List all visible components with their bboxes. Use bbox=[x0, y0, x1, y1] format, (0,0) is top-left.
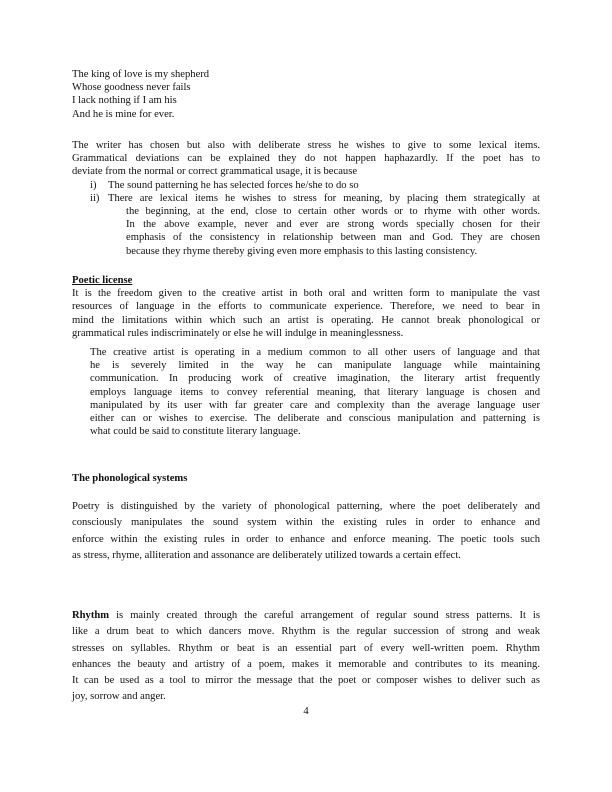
paragraph-line: manipulated by its user with far greater care and complexity than the average language user bbox=[90, 399, 540, 411]
paragraph-line: Poetry is distinguished by the variety of phonological patterning, where the poet deliberately and bbox=[72, 501, 540, 512]
rhythm-paragraph bbox=[72, 608, 540, 706]
section-heading: Poetic license bbox=[72, 275, 133, 286]
paragraph-line: enforce within the existing rules in order to enhance and enforce meaning. The poetic tools such bbox=[72, 533, 540, 545]
paragraph-line: joy, sorrow and anger. bbox=[72, 691, 166, 703]
paragraph-line: The writer has chosen but also with deliberate stress he wishes to give to some lexical items. bbox=[72, 140, 540, 151]
poem-line: I lack nothing if I am his bbox=[72, 95, 177, 107]
phonological-systems-heading-block bbox=[72, 472, 540, 485]
paragraph-line: enhances the beauty and artistry of a poem, makes it memorable and contributes to its meaning. bbox=[72, 658, 540, 670]
paragraph-line: what could be said to constitute literary language. bbox=[90, 426, 301, 438]
paragraph-line: mind the limitations within which such an artist is operating. He cannot break phonological or bbox=[72, 314, 540, 326]
list-item-text: The sound patterning he has selected forces he/she to do so bbox=[108, 179, 359, 191]
rhythm-first-line: is mainly created through the careful arrangement of regular sound stress patterns. It is bbox=[109, 610, 540, 621]
poem-line: Whose goodness never fails bbox=[72, 82, 191, 94]
paragraph-line: employs language items to convey referential meaning, that literary language is chosen and bbox=[90, 386, 540, 398]
paragraph-line: he is severely limited in the way he can manipulate language while maintaining bbox=[90, 360, 540, 372]
paragraph-line: as stress, rhyme, alliteration and assonance are deliberately utilized towards a certain effect. bbox=[72, 549, 461, 561]
list-item-text: There are lexical items he wishes to stress for meaning, by placing them strategically at bbox=[108, 192, 540, 204]
paragraph-line: The creative artist is operating in a medium common to all other users of language and that bbox=[90, 347, 540, 358]
phonological-systems-paragraph bbox=[72, 499, 540, 564]
poem-line: And he is mine for ever. bbox=[72, 108, 175, 120]
paragraph-line: deviate from the normal or correct grammatical usage, it is because bbox=[72, 166, 358, 178]
paragraph-line: Grammatical deviations can be explained they do not happen haphazardly. If the poet has to bbox=[72, 153, 540, 165]
paragraph-line: stresses on syllables. Rhythm or beat is an essential part of every well-written poem. Rhythm bbox=[72, 642, 540, 654]
poem-stanza bbox=[72, 68, 540, 121]
indented-paragraph bbox=[90, 346, 540, 438]
paragraph-line: like a drum beat to which dancers move. Rhythm is the regular succession of strong and weak bbox=[72, 626, 540, 638]
list-item-text: because they rhyme thereby giving even more emphasis to this lasting consistency. bbox=[126, 245, 478, 257]
poetic-license-section bbox=[72, 274, 540, 340]
paragraph-line: consciously manipulates the sound system within the existing rules in order to enhance and bbox=[72, 517, 540, 529]
paragraph-line: either can or wishes to exercise. The deliberate and conscious manipulation and patterning is bbox=[90, 413, 540, 425]
list-item-i bbox=[90, 179, 540, 192]
list-item-text: In the above example, never and ever are strong words specially chosen for their bbox=[126, 219, 540, 231]
page-number: 4 bbox=[303, 706, 309, 717]
rhythm-term: Rhythm bbox=[72, 610, 110, 621]
section-heading: The phonological systems bbox=[72, 473, 188, 484]
paragraph-line: resources of language in the efforts to communicate experience. Therefore, we need to bear in bbox=[72, 301, 540, 313]
paragraph-line: grammatical rules indiscriminately or else he will indulge in meaninglessness. bbox=[72, 327, 404, 339]
list-item-ii bbox=[90, 192, 540, 258]
paragraph-line bbox=[72, 608, 540, 624]
list-marker: ii) bbox=[90, 192, 100, 204]
paragraph-line: It is the freedom given to the creative artist in both oral and written form to manipulate the vast bbox=[72, 288, 540, 300]
list-marker: i) bbox=[90, 179, 97, 191]
paragraph-line: communication. In producing work of creative imagination, the literary artist frequently bbox=[90, 373, 540, 385]
list-item-text: the beginning, at the end, close to certain other words or to rhyme with other words. bbox=[126, 206, 540, 217]
poem-line: The king of love is my shepherd bbox=[72, 69, 210, 80]
paragraph-line: It can be used as a tool to mirror the message that the poet or composer wishes to deliver such as bbox=[72, 675, 540, 687]
list-item-text: emphasis of the consistency in relationship between man and God. They are chosen bbox=[126, 232, 540, 244]
intro-paragraph bbox=[72, 139, 540, 179]
